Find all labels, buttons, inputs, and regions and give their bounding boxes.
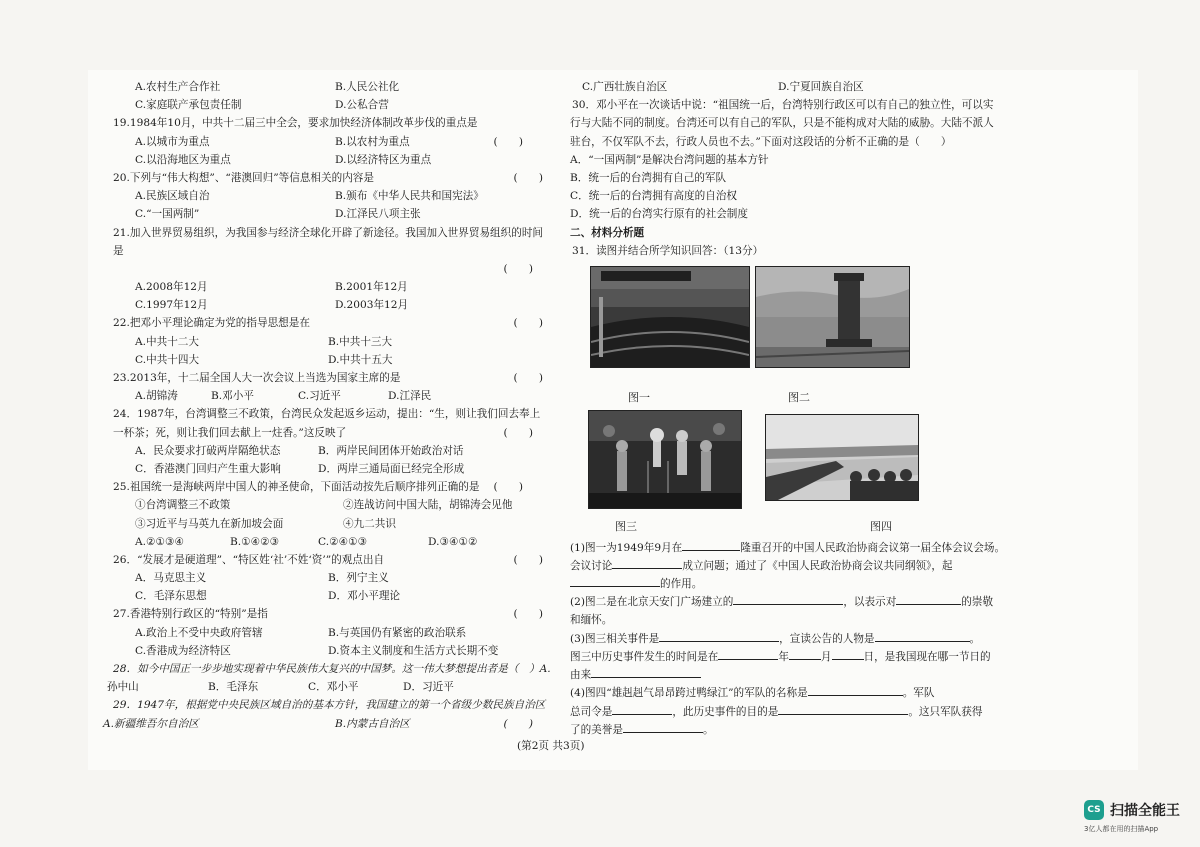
text: 年	[778, 651, 789, 663]
sub-question-4-line2	[570, 702, 1025, 720]
caption-photo-4: 图四	[870, 519, 892, 533]
photo-4-yalu-river-crossing	[765, 414, 919, 501]
q24-options-row1	[113, 442, 553, 460]
question-text: 24．1987年，台湾调整三不政策，台湾民众发起返乡运动，提出：“生，则让我们回去奉上	[113, 408, 541, 421]
question-text: 30．邓小平在一次谈话中说：“祖国统一后，台湾特别行政区可以有自己的独立性，可以实	[572, 99, 994, 112]
question-24-line2	[113, 424, 553, 442]
option: B.2001年12月	[335, 281, 408, 294]
option: B.人民公社化	[335, 81, 400, 93]
item: ①台湾调整三不政策	[135, 499, 231, 512]
text: 成立问题；通过了《中国人民政治协商会议共同纲领》，起	[682, 560, 953, 573]
option: B.与英国仍有紧密的政治联系	[328, 626, 467, 639]
option: D．两岸三通局面已经完全形成	[318, 462, 465, 475]
question-text: 19.1984年10月，中共十二届三中全会，要求加快经济体制改革步伐的重点是	[113, 117, 478, 130]
text: ，以表示对	[843, 596, 897, 609]
question-24-line1	[113, 405, 553, 423]
q27-options-row1	[113, 624, 553, 642]
sub-question-3-line3	[570, 665, 1025, 683]
option: C.中共十四大	[135, 353, 200, 366]
sub-question-4-line1	[570, 683, 1025, 701]
q25-items-row1	[113, 496, 553, 514]
q30-option-c	[570, 187, 1025, 205]
option: C.广西壮族自治区	[582, 81, 668, 93]
text: (2)图二是在北京天安门广场建立的	[570, 596, 734, 609]
option: A.民族区域自治	[135, 190, 210, 203]
question-31	[570, 242, 1025, 260]
text: 的作用。	[660, 578, 703, 591]
text: 总司令是	[570, 705, 613, 718]
text: (1)图一为1949年9月在	[570, 541, 683, 554]
q21-paren-line	[113, 260, 553, 278]
item: ④九二共识	[343, 517, 396, 530]
question-text: 22.把邓小平理论确定为党的指导思想是在	[113, 317, 310, 330]
option: C．邓小平	[308, 681, 359, 694]
text: (4)图四“雄赳赳气昂昂跨过鸭绿江”的军队的名称是	[570, 687, 808, 700]
q21-options-row2	[113, 296, 553, 314]
text: 。	[969, 632, 981, 645]
option: D.江泽民	[388, 390, 432, 403]
q18-options-row1	[113, 78, 553, 96]
q30-option-b	[570, 169, 1025, 187]
answer-paren: ( )	[513, 553, 543, 566]
q22-options-row2	[113, 351, 553, 369]
question-30-line3	[570, 133, 1025, 151]
caption-photo-2: 图二	[788, 390, 810, 404]
right-column	[570, 78, 1025, 738]
question-text: 21.加入世界贸易组织，为我国参与经济全球化开辟了新途径。我国加入世界贸易组织的时间是	[113, 226, 544, 257]
answer-paren: ( )	[513, 317, 543, 330]
sub-question-3-line1	[570, 629, 1025, 647]
text: 月	[820, 651, 832, 663]
answer-blank[interactable]	[718, 647, 778, 660]
text: (3)图三相关事件是	[570, 632, 660, 645]
answer-blank[interactable]	[778, 702, 908, 715]
q20-options-row2	[113, 205, 553, 223]
q24-options-row2	[113, 460, 553, 478]
question-text: 一杯茶；死，则让我们回去献上一炷香。”这反映了	[113, 426, 347, 439]
option: D.③④①②	[428, 535, 478, 548]
option: D．习近平	[403, 681, 454, 694]
question-text: 25.祖国统一是海峡两岸中国人的神圣使命，下面活动按先后顺序排列正确的是	[113, 481, 480, 494]
option: C.家庭联产承包责任制	[135, 99, 242, 112]
question-30-line2	[570, 114, 1025, 132]
page-footer: (第2页 共3页)	[517, 740, 585, 752]
photo-2-monument	[755, 266, 910, 368]
answer-paren: ( )	[513, 608, 543, 621]
answer-blank[interactable]	[612, 556, 682, 569]
left-column	[103, 78, 553, 733]
question-text: 26．“发展才是硬道理”、“特区姓‘社’不姓‘资’”的观点出自	[113, 553, 385, 566]
text: ，宣读公告的人物是	[779, 632, 875, 645]
q30-option-a	[570, 151, 1025, 169]
option: C.香港成为经济特区	[135, 644, 231, 657]
option: C.“一国两制”	[135, 208, 200, 221]
section-heading	[570, 224, 1025, 242]
question-29	[113, 696, 553, 714]
option: A.以城市为重点	[135, 135, 210, 148]
text: 。	[702, 723, 714, 736]
option: B.中共十三大	[328, 335, 393, 348]
option: A.胡锦涛	[135, 390, 178, 403]
answer-paren: ( )	[493, 481, 523, 494]
q28-options	[107, 678, 553, 696]
question-20	[113, 169, 553, 187]
answer-blank[interactable]	[789, 647, 821, 660]
text: 由来	[570, 669, 592, 682]
photo-3-founding-ceremony	[588, 410, 742, 509]
caption-photo-3: 图三	[615, 519, 637, 533]
question-text: 29．1947年，根据党中央民族区域自治的基本方针，我国建立的第一个省级少数民族自治区	[113, 699, 546, 712]
option: C．毛泽东思想	[135, 590, 207, 603]
option: C.以沿海地区为重点	[135, 153, 231, 166]
photo-1-conference-hall	[590, 266, 750, 368]
sub-question-1-line3	[570, 574, 1025, 592]
option: D.以经济特区为重点	[335, 153, 432, 166]
sub-question-2-line2	[570, 611, 1025, 629]
question-text: 行与大陆不同的制度。台湾还可以有自己的军队，只是不能构成对大陆的威胁。大陆不派人	[570, 117, 994, 130]
option: A.②①③④	[135, 535, 185, 548]
option: B．列宁主义	[328, 572, 389, 585]
question-text: 31．读图并结合所学知识回答：（13分）	[572, 244, 764, 257]
q25-items-row2	[113, 515, 553, 533]
question-25	[113, 478, 553, 496]
q25-options	[113, 533, 553, 551]
option: A．马克思主义	[135, 572, 207, 585]
option: C.1997年12月	[135, 299, 208, 312]
answer-paren: ( )	[513, 372, 543, 385]
answer-paren: ( )	[503, 262, 533, 275]
question-27	[113, 605, 553, 623]
option: D．邓小平理论	[328, 590, 401, 603]
option: D.公私合营	[335, 99, 389, 112]
q26-options-row1	[113, 569, 553, 587]
option: B.内蒙古自治区	[335, 717, 410, 730]
q27-options-row2	[113, 642, 553, 660]
answer-blank[interactable]	[832, 647, 864, 660]
sub-question-3-line2	[570, 647, 1025, 665]
answer-blank[interactable]	[570, 574, 660, 587]
option: A.中共十二大	[135, 335, 199, 348]
option: D.宁夏回族自治区	[778, 81, 864, 93]
q19-options-row1	[113, 133, 553, 151]
answer-blank[interactable]	[733, 592, 843, 605]
text: 图三中历史事件发生的时间是在	[570, 651, 719, 663]
option: B.以农村为重点	[335, 135, 410, 148]
question-text: 27.香港特别行政区的“特别”是指	[113, 608, 268, 621]
item: ③习近平与马英九在新加坡会面	[135, 517, 284, 530]
text: 。这只军队获得	[908, 705, 983, 718]
answer-blank[interactable]	[682, 538, 740, 551]
option: A.2008年12月	[135, 281, 208, 294]
text: 会议讨论	[570, 560, 613, 573]
text: 的崇敬	[961, 596, 994, 609]
answer-paren: ( )	[513, 171, 543, 184]
option: D.中共十五大	[328, 353, 393, 366]
option: B．统一后的台湾拥有自己的军队	[570, 171, 727, 184]
q21-options-row1	[113, 278, 553, 296]
q29-options-cont	[570, 78, 1025, 96]
answer-blank[interactable]	[808, 683, 903, 696]
q20-options-row1	[113, 187, 553, 205]
option: C.②④①③	[318, 535, 368, 548]
option: B.邓小平	[211, 390, 254, 403]
answer-paren: ( )	[503, 717, 533, 730]
option: A.新疆维吾尔自治区	[103, 717, 199, 730]
question-23	[113, 369, 553, 387]
text: 了的美誉是	[570, 723, 623, 736]
text: ，此历史事件的目的是	[672, 705, 779, 718]
option: D．统一后的台湾实行原有的社会制度	[570, 208, 748, 221]
sub-question-1-line2	[570, 556, 1025, 574]
text: 和缅怀。	[570, 613, 613, 626]
photo-grid	[570, 262, 1025, 532]
q18-options-row2	[113, 96, 553, 114]
option: B．毛泽东	[208, 681, 259, 694]
question-28-line1	[113, 660, 553, 678]
answer-blank[interactable]	[591, 665, 701, 678]
sub-question-4-line3	[570, 720, 1025, 738]
option: C.习近平	[298, 390, 341, 403]
question-19	[113, 114, 553, 132]
answer-paren: ( )	[503, 426, 533, 439]
item: ②连战访问中国大陆，胡锦涛会见他	[343, 499, 513, 512]
answer-blank[interactable]	[623, 720, 703, 733]
question-text: 23.2013年，十二届全国人大一次会议上当选为国家主席的是	[113, 372, 401, 385]
option: D.资本主义制度和生活方式长期不变	[328, 644, 499, 657]
q19-options-row2	[113, 151, 553, 169]
option: C．香港澳门回归产生重大影响	[135, 462, 281, 475]
question-26	[113, 551, 553, 569]
watermark-subtitle: 3亿人都在用的扫描App	[1084, 825, 1159, 833]
sub-question-1-line1	[570, 538, 1025, 556]
option: D.江泽民八项主张	[335, 208, 421, 221]
answer-paren: ( )	[493, 135, 523, 148]
option: A.农村生产合作社	[135, 81, 221, 93]
caption-photo-1: 图一	[628, 390, 650, 404]
sub-question-2-line1	[570, 592, 1025, 610]
option: B．两岸民间团体开始政治对话	[318, 444, 464, 457]
answer-blank[interactable]	[896, 592, 961, 605]
option: C．统一后的台湾拥有高度的自治权	[570, 190, 738, 203]
option: 孙中山	[107, 681, 139, 694]
q23-options	[113, 387, 553, 405]
q22-options-row1	[113, 333, 553, 351]
option: D.2003年12月	[335, 299, 409, 312]
question-text: 28．如今中国正一步步地实现着中华民族伟大复兴的中国梦。这一伟大梦想提出者是（ ）A.	[113, 663, 551, 676]
text: 隆重召开的中国人民政治协商会议第一届全体会议会场。	[740, 541, 1006, 554]
question-text: 20.下列与“伟大构想”、“港澳回归”等信息相关的内容是	[113, 171, 374, 184]
answer-blank[interactable]	[875, 629, 970, 642]
watermark-title: 扫描全能王	[1110, 803, 1180, 819]
q26-options-row2	[113, 587, 553, 605]
q29-options	[103, 715, 553, 733]
option: A.政治上不受中央政府管辖	[135, 626, 263, 639]
option: A．“一国两制”是解决台湾问题的基本方针	[570, 153, 769, 166]
option: A．民众要求打破两岸隔绝状态	[135, 444, 281, 457]
question-30-line1	[570, 96, 1025, 114]
answer-blank[interactable]	[659, 629, 779, 642]
question-21	[113, 224, 543, 260]
text: 。军队	[902, 687, 935, 700]
camscanner-logo-icon: CS	[1084, 800, 1104, 820]
option: B.颁布《中华人民共和国宪法》	[335, 190, 484, 203]
option: B.①④②③	[230, 535, 280, 548]
question-22	[113, 314, 553, 332]
q30-option-d	[570, 205, 1025, 223]
answer-blank[interactable]	[612, 702, 672, 715]
text: 日，是我国现在哪一节日的	[863, 651, 991, 663]
question-text: 驻台，不仅军队不去，行政人员也不去。”下面对这段话的分析不正确的是（ ）	[570, 135, 952, 148]
section-title: 二、材料分析题	[570, 226, 645, 239]
